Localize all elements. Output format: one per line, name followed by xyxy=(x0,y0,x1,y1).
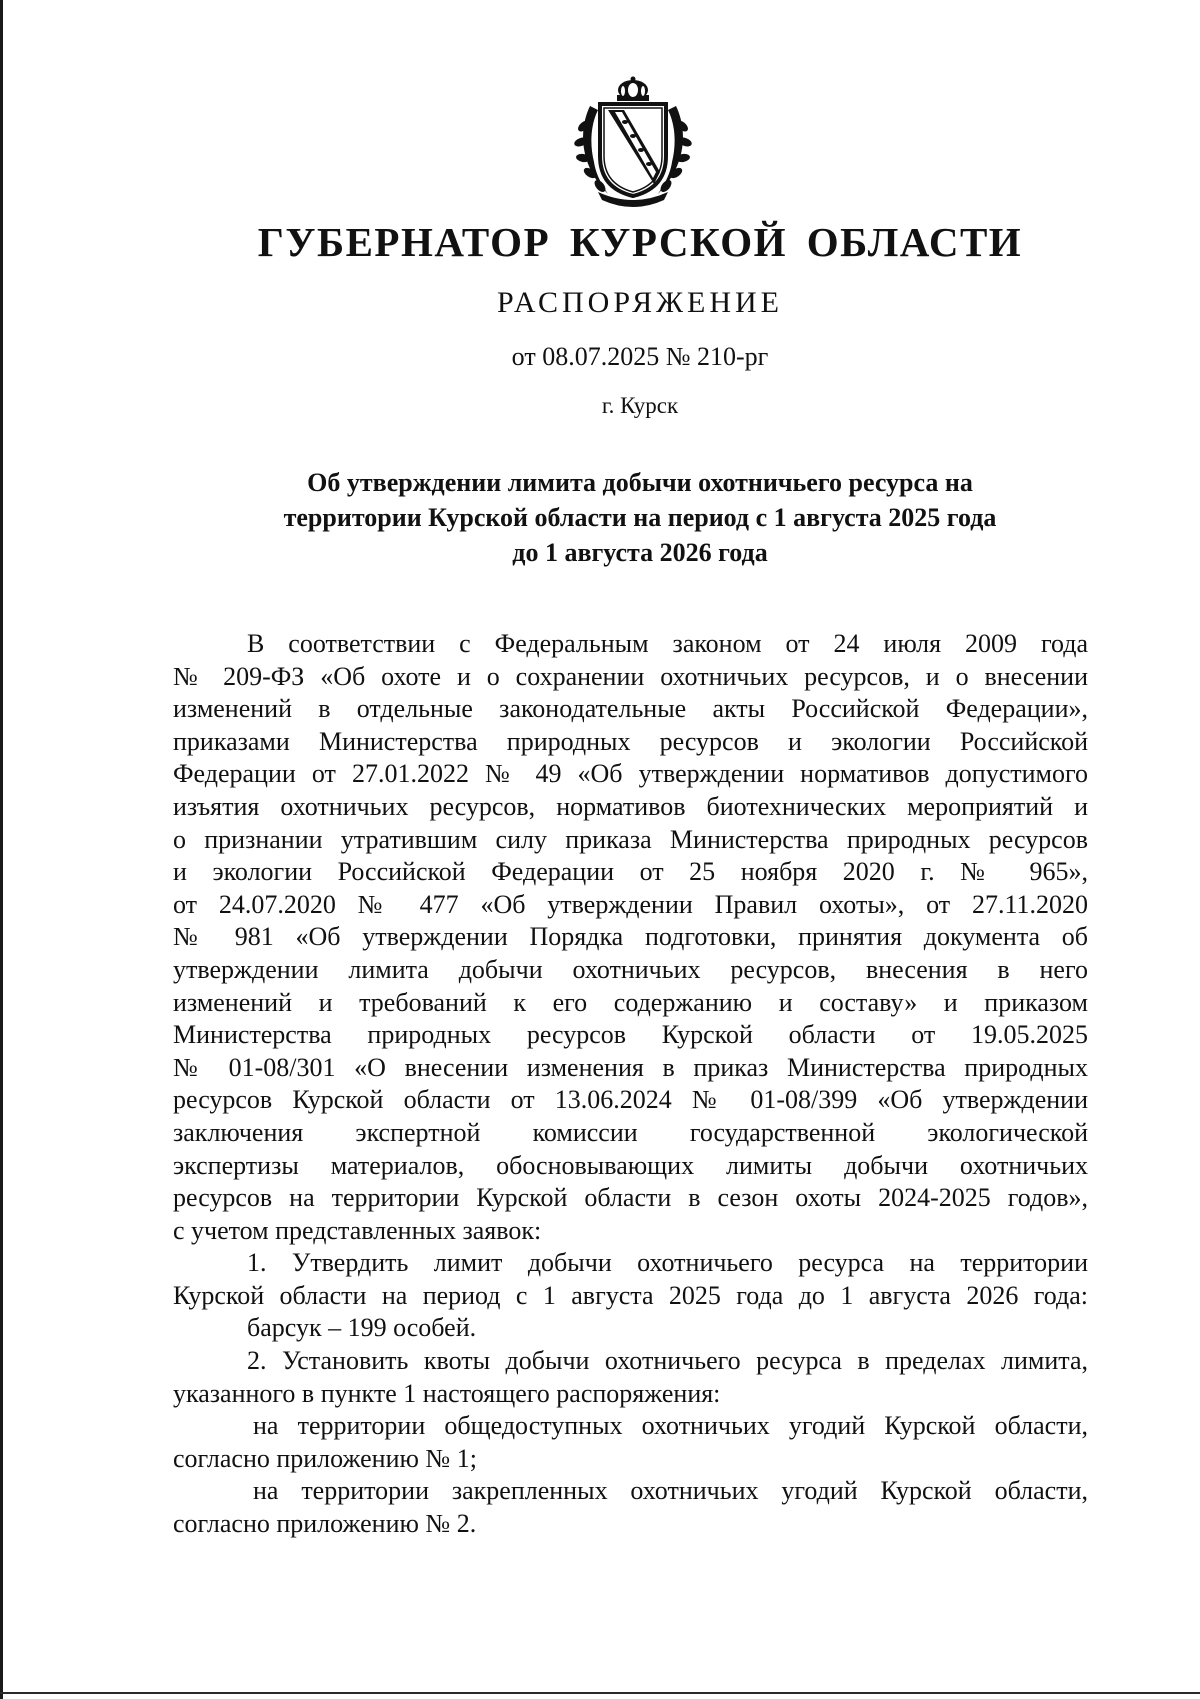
document-city: г. Курск xyxy=(601,393,679,418)
body-line: и экологии Российской Федерации от 25 ноября 2020 г. № 965», xyxy=(173,857,1088,887)
body-line: ресурсов на территории Курской области в сезон охоты 2024-2025 годов», xyxy=(173,1183,1088,1213)
crown-icon xyxy=(617,77,649,102)
body-line: изменений и требований к его содержанию и составу» и приказом xyxy=(173,987,1088,1017)
body-line: № 209-ФЗ «Об охоте и о сохранении охотничьих ресурсов, и о внесении xyxy=(173,661,1088,691)
body-line: изменений в отдельные законодательные акты Российской Федерации», xyxy=(173,694,1088,724)
body-line: 2. Установить квоты добычи охотничьего ресурса в пределах лимита, xyxy=(247,1346,1088,1376)
body-line: В соответствии с Федеральным законом от 24 июля 2009 года xyxy=(247,629,1088,658)
organization-title: ГУБЕРНАТОР КУРСКОЙ ОБЛАСТИ xyxy=(257,219,1023,265)
body-line: указанного в пункте 1 настоящего распоряжения: xyxy=(173,1378,721,1408)
body-line: согласно приложению № 1; xyxy=(173,1443,477,1473)
body-line: о признании утратившим силу приказа Министерства природных ресурсов xyxy=(173,824,1088,854)
document-date-number: от 08.07.2025 № 210-рг xyxy=(511,342,769,371)
body-line: Курской области на период с 1 августа 2025 года до 1 августа 2026 года: xyxy=(173,1280,1088,1310)
body-line: утверждении лимита добычи охотничьих ресурсов, внесения в него xyxy=(173,954,1088,984)
body-line: изъятия охотничьих ресурсов, нормативов биотехнических мероприятий и xyxy=(173,791,1088,821)
subject-line: до 1 августа 2026 года xyxy=(512,538,768,567)
body-line: с учетом представленных заявок: xyxy=(173,1215,542,1245)
subject-line: территории Курской области на период с 1 августа 2025 года xyxy=(283,503,997,532)
shield-icon xyxy=(600,104,666,196)
scan-edge-bottom xyxy=(0,1692,1200,1694)
body-line: экспертизы материалов, обосновывающих лимиты добычи охотничьих xyxy=(173,1150,1088,1180)
body-line: ресурсов Курской области от 13.06.2024 № 01-08/399 «Об утверждении xyxy=(173,1085,1088,1115)
body-line: от 24.07.2020 № 477 «Об утверждении Правил охоты», от 27.11.2020 xyxy=(173,889,1088,919)
body-line: Федерации от 27.01.2022 № 49 «Об утверждении нормативов допустимого xyxy=(173,759,1088,789)
body-line: Министерства природных ресурсов Курской области от 19.05.2025 xyxy=(173,1020,1088,1050)
document-subject xyxy=(170,465,1110,570)
body-line: заключения экспертной комиссии государственной экологической xyxy=(173,1117,1088,1147)
document-body xyxy=(173,628,1088,1541)
body-line: согласно приложению № 2. xyxy=(173,1509,477,1539)
kursk-coat-of-arms-emblem xyxy=(568,76,698,208)
body-line: приказами Министерства природных ресурсов и экологии Российской xyxy=(173,726,1088,756)
body-line: № 01-08/301 «О внесении изменения в приказ Министерства природных xyxy=(173,1052,1088,1082)
document-type: РАСПОРЯЖЕНИЕ xyxy=(496,286,784,319)
body-line: на территории закрепленных охотничьих угодий Курской области, xyxy=(253,1476,1088,1506)
body-line: на территории общедоступных охотничьих угодий Курской области, xyxy=(253,1411,1088,1441)
body-line: барсук – 199 особей. xyxy=(247,1313,477,1343)
body-line: 1. Утвердить лимит добычи охотничьего ресурса на территории xyxy=(247,1248,1088,1278)
body-line: № 981 «Об утверждении Порядка подготовки, принятия документа об xyxy=(173,922,1088,952)
subject-line: Об утверждении лимита добычи охотничьего ресурса на xyxy=(307,468,973,497)
